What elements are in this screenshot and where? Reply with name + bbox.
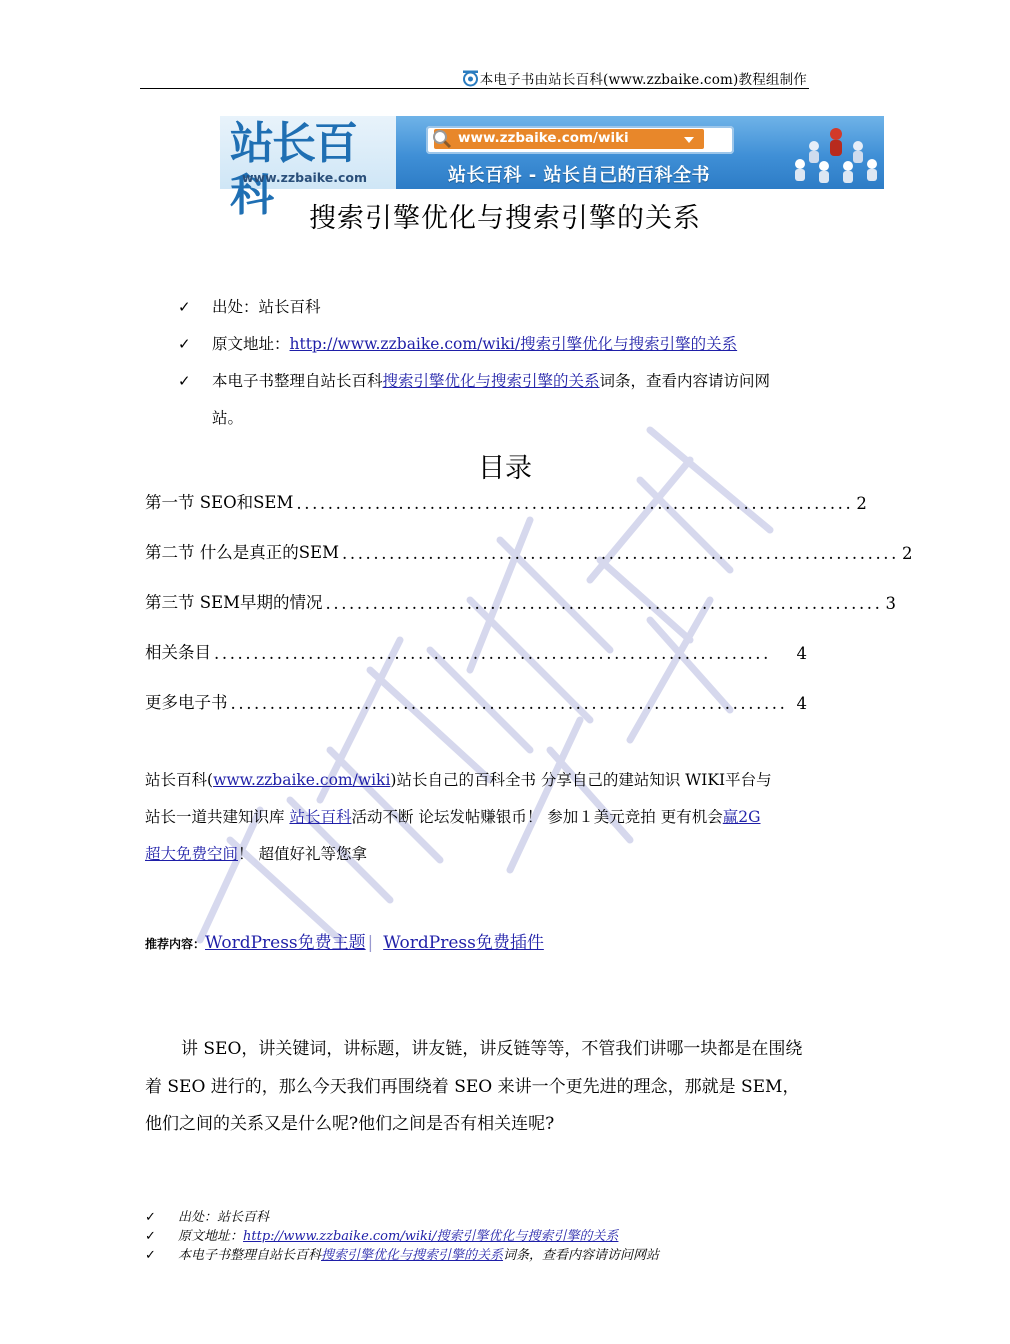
wordpress-themes-link[interactable]: WordPress免费主题 [205,933,366,953]
page-title: 搜索引擎优化与搜索引擎的关系 [309,203,701,234]
toc-entry-label: 第三节 SEM早期的情况 [145,593,323,612]
toc-entry-page: 4 [796,694,807,713]
info-url-label: 原文地址： [212,335,290,353]
info-url [212,326,737,363]
wiki-link[interactable]: www.zzbaike.com/wiki [213,771,391,789]
toc-entry-label: 相关条目 [145,643,211,662]
toc-leader-dots: ....................................................................... [230,694,788,713]
entry-link[interactable]: 搜索引擎优化与搜索引擎的关系 [382,372,600,390]
recommended-content [145,928,544,953]
footer-url-label: 原文地址： [178,1229,244,1244]
people-network-icon [774,116,884,189]
footer-entry-link[interactable]: 搜索引擎优化与搜索引擎的关系 [321,1248,504,1263]
banner-search-box[interactable] [426,126,734,154]
banner-slogan: 站长百科 - 站长自己的百科全书 [448,165,711,186]
banner-search-bar[interactable] [434,129,704,149]
toc-entry[interactable] [145,489,867,513]
banner-search-area [396,116,884,189]
toc-leader-dots: ....................................................................... [214,644,771,663]
banner-logo-url: www.zzbaike.com [242,170,368,185]
zzbaike-link[interactable]: 站长百科 [289,808,352,826]
check-icon: ✓ [145,1210,156,1225]
promo-text: 站长一道共建知识库 [145,808,290,826]
original-url-link[interactable]: http://www.zzbaike.com/wiki/搜索引擎优化与搜索引擎的关系 [289,335,738,353]
info-note-suffix: 词条，查看内容请访问网 [599,372,771,390]
recommended-label: 推荐内容： [145,937,206,951]
toc-entry-label: 第二节 什么是真正的SEM [145,543,339,562]
info-source-label: 出处： [212,298,259,316]
toc-leader-dots: ....................................................................... [325,594,883,613]
check-icon: ✓ [178,298,191,316]
toc-title: 目录 [478,453,532,484]
info-note-suffix-2: 站。 [212,409,244,427]
promo-text: 站长百科( [145,771,214,789]
check-icon: ✓ [145,1229,156,1244]
toc-entry[interactable] [145,589,896,613]
body-paragraph: 讲 SEO，讲关键词，讲标题，讲友链，讲反链等等，不管我们讲哪一块都是在围绕着 SEO 进行的，那么今天我们再围绕着 SEO 来讲一个更先进的理念，那就是 SEM，他们之间的关系又是什么呢?他们之间是否有相关连呢? [145,1039,803,1134]
separator: | [367,933,374,952]
promo-text: )站长自己的百科全书 分享自己的建站知识 WIKI平台与 [390,771,772,789]
promo-text: ！ 超值好礼等您拿 [238,845,367,863]
check-icon: ✓ [178,335,191,353]
footer-note-suffix: 词条，查看内容请访问网站 [503,1248,660,1263]
toc-entry[interactable] [145,639,807,663]
info-note [212,363,812,437]
info-source [212,289,321,326]
chevron-down-icon[interactable] [684,137,694,143]
promo-text: 活动不断 论坛发帖赚银币！ 参加１美元竞拍 更有机会 [351,808,723,826]
free-space-link-cont[interactable]: 超大免费空间 [145,845,239,863]
promo-paragraph [145,762,809,873]
toc-entry-page: 4 [796,644,807,663]
info-source-value: 站长百科 [258,298,321,316]
footer-note [145,1246,659,1265]
banner-search-url: www.zzbaike.com/wiki [458,130,629,146]
wordpress-plugins-link[interactable]: WordPress免费插件 [383,933,544,953]
footer-url [145,1227,618,1246]
check-icon: ✓ [178,372,191,390]
toc-entry[interactable] [145,539,913,563]
toc-entry[interactable] [145,689,807,713]
toc-entry-label: 更多电子书 [145,693,228,712]
footer-source [145,1208,269,1227]
toc-entry-label: 第一节 SEO和SEM [145,493,294,512]
toc-entry-page: 2 [902,544,913,563]
toc-entry-page: 3 [885,594,896,613]
banner-logo-text: 站长百科 [230,118,356,221]
banner-logo-area [220,116,396,221]
header-text: 本电子书由站长百科(www.zzbaike.com)教程组制作 [479,72,807,88]
zzbaike-logo-icon [462,70,479,87]
footer-source-text: 出处：站长百科 [178,1210,270,1225]
search-icon [432,129,452,149]
toc-leader-dots: ....................................................................... [342,544,899,563]
page-header [140,66,809,89]
check-icon: ✓ [145,1248,156,1263]
footer-url-link[interactable]: http://www.zzbaike.com/wiki/搜索引擎优化与搜索引擎的关系 [243,1229,619,1244]
free-space-link[interactable]: 赢2G [722,808,761,826]
toc-leader-dots: ....................................................................... [296,494,854,513]
info-note-prefix: 本电子书整理自站长百科 [212,372,383,390]
toc-entry-page: 2 [856,494,867,513]
footer-note-prefix: 本电子书整理自站长百科 [178,1248,322,1263]
